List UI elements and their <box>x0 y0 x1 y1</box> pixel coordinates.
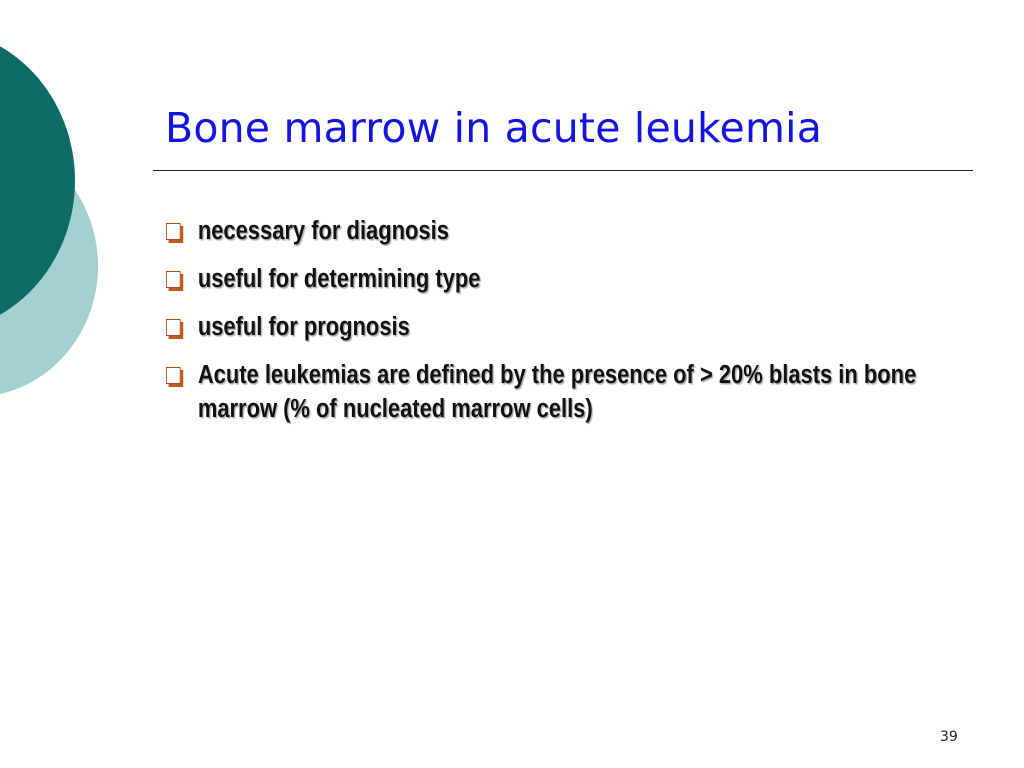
page-number: 39 <box>940 729 958 745</box>
slide-title: Bone marrow in acute leukemia <box>165 104 823 152</box>
bullet-text: necessary for diagnosis <box>197 217 449 245</box>
square-bullet-icon <box>166 319 181 336</box>
bullet-item <box>166 262 955 296</box>
bullet-item <box>166 214 955 248</box>
bullet-text: useful for determining type <box>197 265 481 293</box>
bullet-text: useful for prognosis <box>197 313 410 341</box>
bullet-list <box>166 214 956 440</box>
title-divider <box>153 170 973 171</box>
bullet-item <box>166 310 955 344</box>
bullet-text: Acute leukemias are defined by the presence of > 20% blasts in bone marrow (% of nucleated marrow cells) <box>197 361 917 423</box>
square-bullet-icon <box>166 223 181 240</box>
square-bullet-icon <box>166 367 181 384</box>
square-bullet-icon <box>166 271 181 288</box>
bullet-item <box>166 358 955 426</box>
